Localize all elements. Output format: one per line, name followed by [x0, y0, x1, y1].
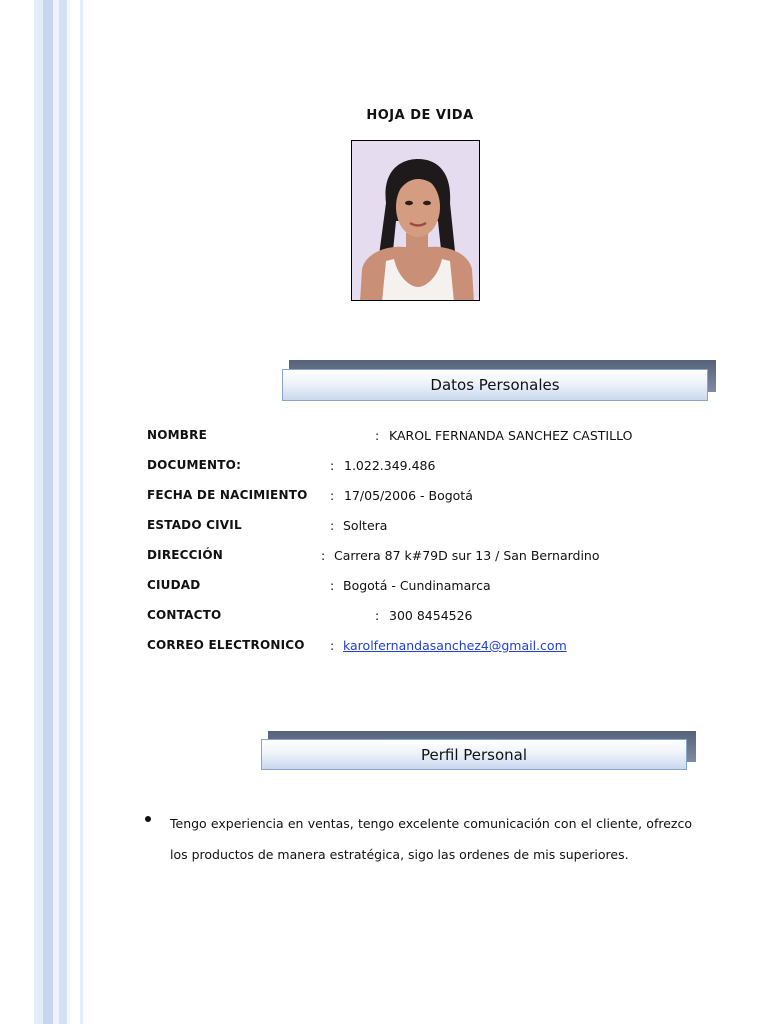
stripe-4	[59, 0, 67, 1024]
document-title: HOJA DE VIDA	[366, 108, 474, 123]
field-birth-colon: :	[330, 488, 335, 503]
bullet-dot-icon	[145, 816, 151, 822]
field-contact-value: 300 8454526	[389, 608, 473, 623]
email-link[interactable]: karolfernandasanchez4@gmail.com	[343, 638, 567, 653]
field-name-value: KAROL FERNANDA SANCHEZ CASTILLO	[389, 428, 633, 443]
field-name-label: NOMBRE	[147, 428, 207, 442]
field-name-colon: :	[375, 428, 380, 443]
personal-data-header	[282, 369, 708, 401]
stripe-6	[80, 0, 83, 1024]
profile-title: Perfil Personal	[420, 745, 528, 764]
field-email-colon: :	[330, 638, 335, 653]
field-email-label: CORREO ELECTRONICO	[147, 638, 305, 652]
field-address-value: Carrera 87 k#79D sur 13 / San Bernardino	[334, 548, 600, 563]
field-civil-status-colon: :	[330, 518, 335, 533]
field-city-label: CIUDAD	[147, 578, 201, 592]
field-address-label: DIRECCIÓN	[147, 548, 223, 562]
field-document-colon: :	[330, 458, 335, 473]
stripe-2	[43, 0, 53, 1024]
field-birth-value: 17/05/2006 - Bogotá	[344, 488, 473, 503]
field-contact-colon: :	[375, 608, 380, 623]
field-civil-status-value: Soltera	[343, 518, 388, 533]
portrait-illustration	[352, 141, 480, 301]
personal-data-title: Datos Personales	[430, 376, 560, 394]
field-civil-status-label: ESTADO CIVIL	[147, 518, 242, 532]
profile-photo	[351, 140, 480, 301]
stripe-5	[67, 0, 70, 1024]
field-address-colon: :	[321, 548, 326, 563]
stripe-1	[34, 0, 43, 1024]
field-document-value: 1.022.349.486	[344, 458, 436, 473]
decorative-stripes	[0, 0, 90, 1024]
field-document-label: DOCUMENTO:	[147, 458, 242, 472]
field-city-colon: :	[330, 578, 335, 593]
profile-text: Tengo experiencia en ventas, tengo excelente comunicación con el cliente, ofrezco los productos de manera estratégica, sigo las ordenes de mis superiores.	[170, 816, 692, 862]
field-birth-label: FECHA DE NACIMIENTO	[147, 488, 308, 502]
profile-header	[261, 739, 687, 770]
field-city-value: Bogotá - Cundinamarca	[343, 578, 491, 593]
field-contact-label: CONTACTO	[147, 608, 222, 622]
